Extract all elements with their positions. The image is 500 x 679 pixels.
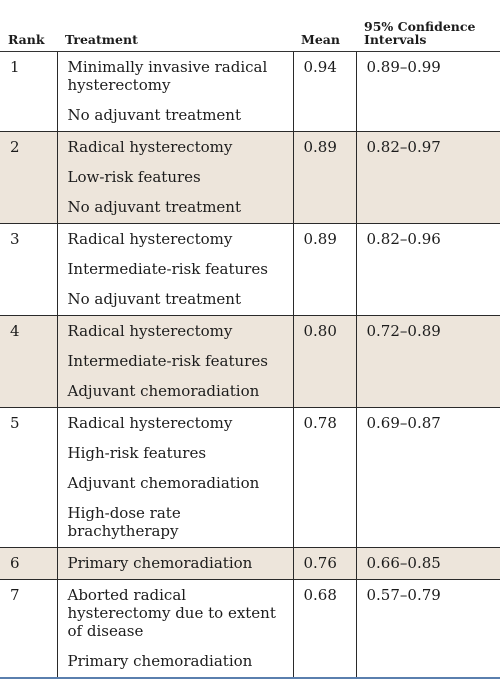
- header-mean: Mean: [293, 0, 356, 52]
- confidence-interval-cell: 0.69–0.87: [356, 408, 500, 548]
- treatment-line: Aborted radical hysterectomy due to extent of disease: [67, 586, 276, 640]
- table-row: [0, 224, 500, 316]
- mean-cell: 0.94: [293, 52, 356, 132]
- header-treatment: Treatment: [57, 0, 293, 52]
- rank-cell: 5: [0, 408, 57, 548]
- confidence-interval-cell: 0.66–0.85: [356, 548, 500, 580]
- table-header: [0, 0, 500, 52]
- header-rank: Rank: [0, 0, 57, 52]
- mean-cell: 0.89: [293, 224, 356, 316]
- confidence-interval-cell: 0.72–0.89: [356, 316, 500, 408]
- table-row: [0, 580, 500, 679]
- rank-cell: 1: [0, 52, 57, 132]
- treatment-line: Primary chemoradiation: [67, 652, 253, 670]
- mean-cell: 0.78: [293, 408, 356, 548]
- confidence-interval-cell: 0.82–0.96: [356, 224, 500, 316]
- table-row: [0, 132, 500, 224]
- treatment-line: High-risk features: [67, 444, 207, 462]
- confidence-interval-cell: 0.57–0.79: [356, 580, 500, 679]
- treatment-line: Intermediate-risk features: [67, 260, 268, 278]
- rank-cell: 7: [0, 580, 57, 679]
- treatment-cell: [57, 316, 293, 408]
- header-confidence-intervals: 95% Confidence Intervals: [356, 0, 500, 52]
- mean-cell: 0.68: [293, 580, 356, 679]
- treatment-line: Adjuvant chemoradiation: [67, 382, 260, 400]
- treatment-cell: [57, 408, 293, 548]
- treatment-cell: [57, 224, 293, 316]
- treatment-cell: [57, 548, 293, 580]
- mean-cell: 0.76: [293, 548, 356, 580]
- table-row: [0, 408, 500, 548]
- treatment-line: Primary chemoradiation: [67, 554, 253, 572]
- treatment-line: Low-risk features: [67, 168, 201, 186]
- table-row: [0, 316, 500, 408]
- rank-cell: 2: [0, 132, 57, 224]
- table-body: [0, 52, 500, 679]
- table-row: [0, 52, 500, 132]
- rank-cell: 6: [0, 548, 57, 580]
- treatment-line: No adjuvant treatment: [67, 198, 241, 216]
- treatment-line: Intermediate-risk features: [67, 352, 268, 370]
- confidence-interval-cell: 0.89–0.99: [356, 52, 500, 132]
- treatment-line: Radical hysterectomy: [67, 322, 233, 340]
- rank-cell: 4: [0, 316, 57, 408]
- mean-cell: 0.89: [293, 132, 356, 224]
- treatment-line: Radical hysterectomy: [67, 138, 233, 156]
- mean-cell: 0.80: [293, 316, 356, 408]
- table-row: [0, 548, 500, 580]
- rank-cell: 3: [0, 224, 57, 316]
- treatment-line: No adjuvant treatment: [67, 106, 241, 124]
- treatment-line: Radical hysterectomy: [67, 230, 233, 248]
- treatment-cell: [57, 580, 293, 679]
- treatment-line: Minimally invasive radical hysterectomy: [67, 58, 268, 94]
- treatment-line: Radical hysterectomy: [67, 414, 233, 432]
- treatment-cell: [57, 132, 293, 224]
- confidence-interval-cell: 0.82–0.97: [356, 132, 500, 224]
- treatment-line: Adjuvant chemoradiation: [67, 474, 260, 492]
- treatment-line: High-dose rate brachytherapy: [67, 504, 181, 540]
- treatment-cell: [57, 52, 293, 132]
- treatment-line: No adjuvant treatment: [67, 290, 241, 308]
